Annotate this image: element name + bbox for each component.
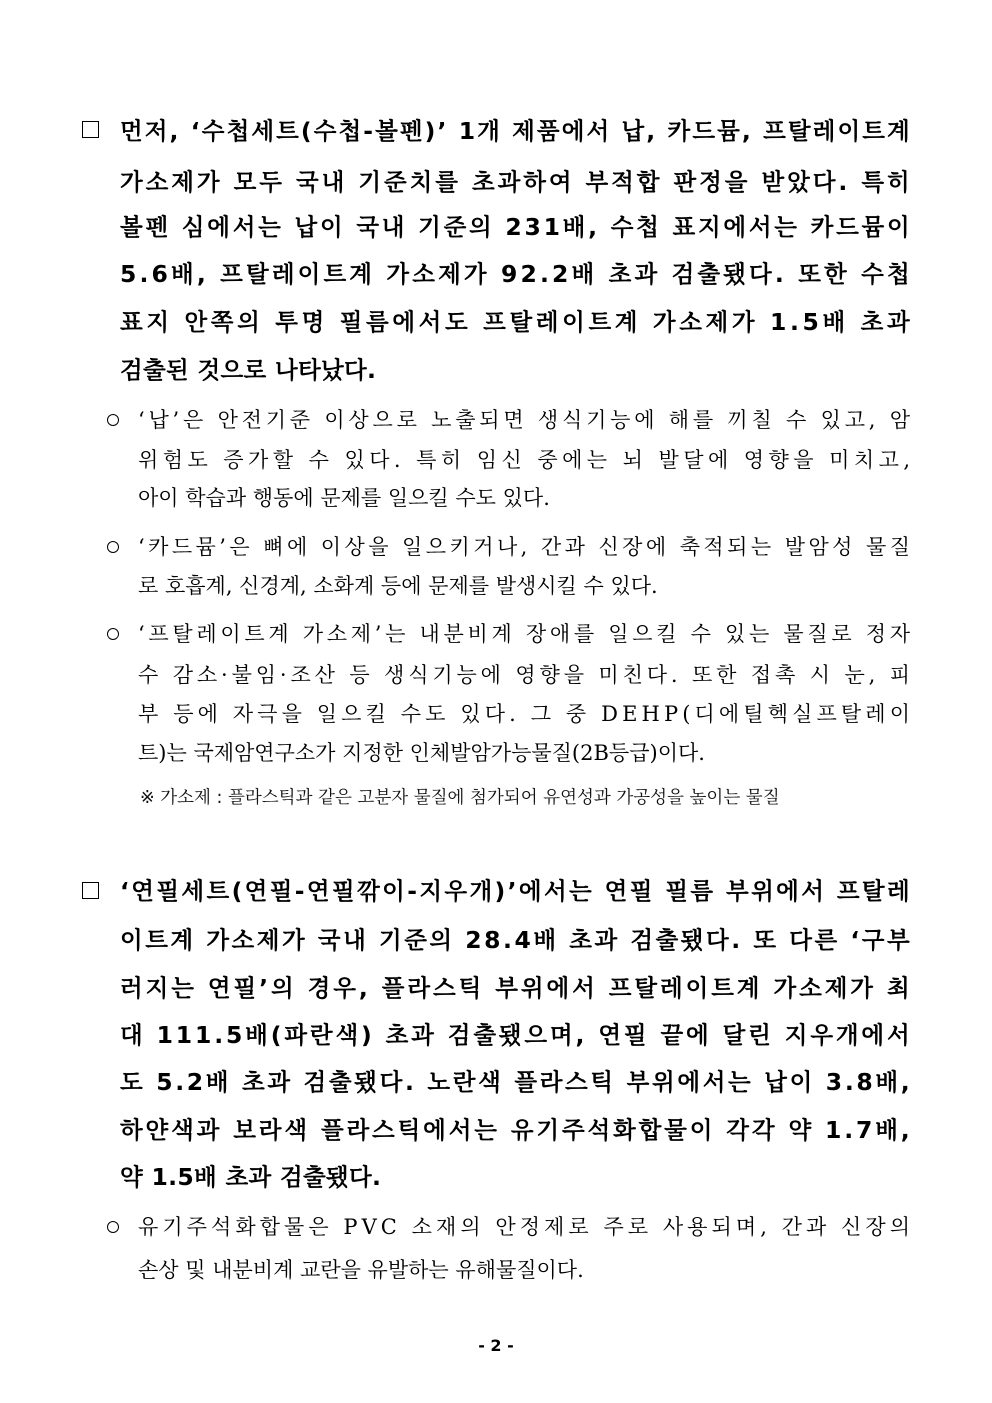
sub-item-line: 위험도 증가할 수 있다. 특히 임신 중에는 뇌 발달에 영향을 미치고, — [138, 448, 915, 472]
paragraph-line: 5.6배, 프탈레이트계 가소제가 92.2배 초과 검출됐다. 또한 수첩 — [120, 260, 913, 288]
paragraph-line: 검출된 것으로 나타났다. — [120, 356, 377, 384]
circle-bullet-icon — [107, 414, 119, 426]
square-bullet-icon — [82, 882, 99, 899]
footnote-plasticizer: ※ 가소제 : 플라스틱과 같은 고분자 물질에 첨가되어 유연성과 가공성을 높이는 물질 — [140, 788, 780, 808]
circle-bullet-icon — [107, 628, 119, 640]
sub-item-line: 트)는 국제암연구소가 지정한 인체발암가능물질(2B등급)이다. — [138, 741, 705, 765]
paragraph-line: 러지는 연필’의 경우, 플라스틱 부위에서 프탈레이트계 가소제가 최 — [120, 974, 913, 1002]
paragraph-line: 대 111.5배(파란색) 초과 검출됐으며, 연필 끝에 달린 지우개에서 — [120, 1021, 913, 1049]
sub-item-line: 손상 및 내분비계 교란을 유발하는 유해물질이다. — [138, 1258, 584, 1282]
sub-item-line: 유기주석화합물은 PVC 소재의 안정제로 주로 사용되며, 간과 신장의 — [138, 1215, 915, 1239]
sub-item-line: 아이 학습과 행동에 문제를 일으킬 수도 있다. — [138, 486, 550, 510]
paragraph-line: ‘연필세트(연필-연필깎이-지우개)’에서는 연필 필름 부위에서 프탈레 — [120, 877, 913, 905]
sub-item-line: ‘납’은 안전기준 이상으로 노출되면 생식기능에 해를 끼칠 수 있고, 암 — [138, 408, 914, 432]
paragraph-line: 볼펜 심에서는 납이 국내 기준의 231배, 수첩 표지에서는 카드뮴이 — [120, 213, 913, 241]
sub-item-line: ‘프탈레이트계 가소제’는 내분비계 장애를 일으킬 수 있는 물질로 정자 — [138, 622, 914, 646]
page-number: - 2 - — [478, 1336, 514, 1355]
paragraph-line: 표지 안쪽의 투명 필름에서도 프탈레이트계 가소제가 1.5배 초과 — [120, 308, 914, 336]
paragraph-line: 이트계 가소제가 국내 기준의 28.4배 초과 검출됐다. 또 다른 ‘구부 — [120, 926, 913, 954]
sub-item-line: ‘카드뮴’은 뼈에 이상을 일으키거나, 간과 신장에 축적되는 발암성 물질 — [138, 535, 914, 559]
paragraph-line: 가소제가 모두 국내 기준치를 초과하여 부적합 판정을 받았다. 특히 — [120, 168, 913, 196]
circle-bullet-icon — [107, 541, 119, 553]
sub-item-line: 수 감소·불임·조산 등 생식기능에 영향을 미친다. 또한 접촉 시 눈, 피 — [138, 663, 914, 687]
paragraph-line: 도 5.2배 초과 검출됐다. 노란색 플라스틱 부위에서는 납이 3.8배, — [120, 1068, 913, 1096]
circle-bullet-icon — [107, 1221, 119, 1233]
paragraph-line: 하얀색과 보라색 플라스틱에서는 유기주석화합물이 각각 약 1.7배, — [120, 1116, 913, 1144]
sub-item-line: 부 등에 자극을 일으킬 수도 있다. 그 중 DEHP(디에틸헥실프탈레이 — [138, 702, 915, 726]
square-bullet-icon — [82, 121, 99, 138]
paragraph-line: 먼저, ‘수첩세트(수첩-볼펜)’ 1개 제품에서 납, 카드뮴, 프탈레이트계 — [120, 117, 912, 145]
paragraph-line: 약 1.5배 초과 검출됐다. — [120, 1163, 382, 1191]
sub-item-line: 로 호흡계, 신경계, 소화계 등에 문제를 발생시킬 수 있다. — [138, 574, 658, 598]
